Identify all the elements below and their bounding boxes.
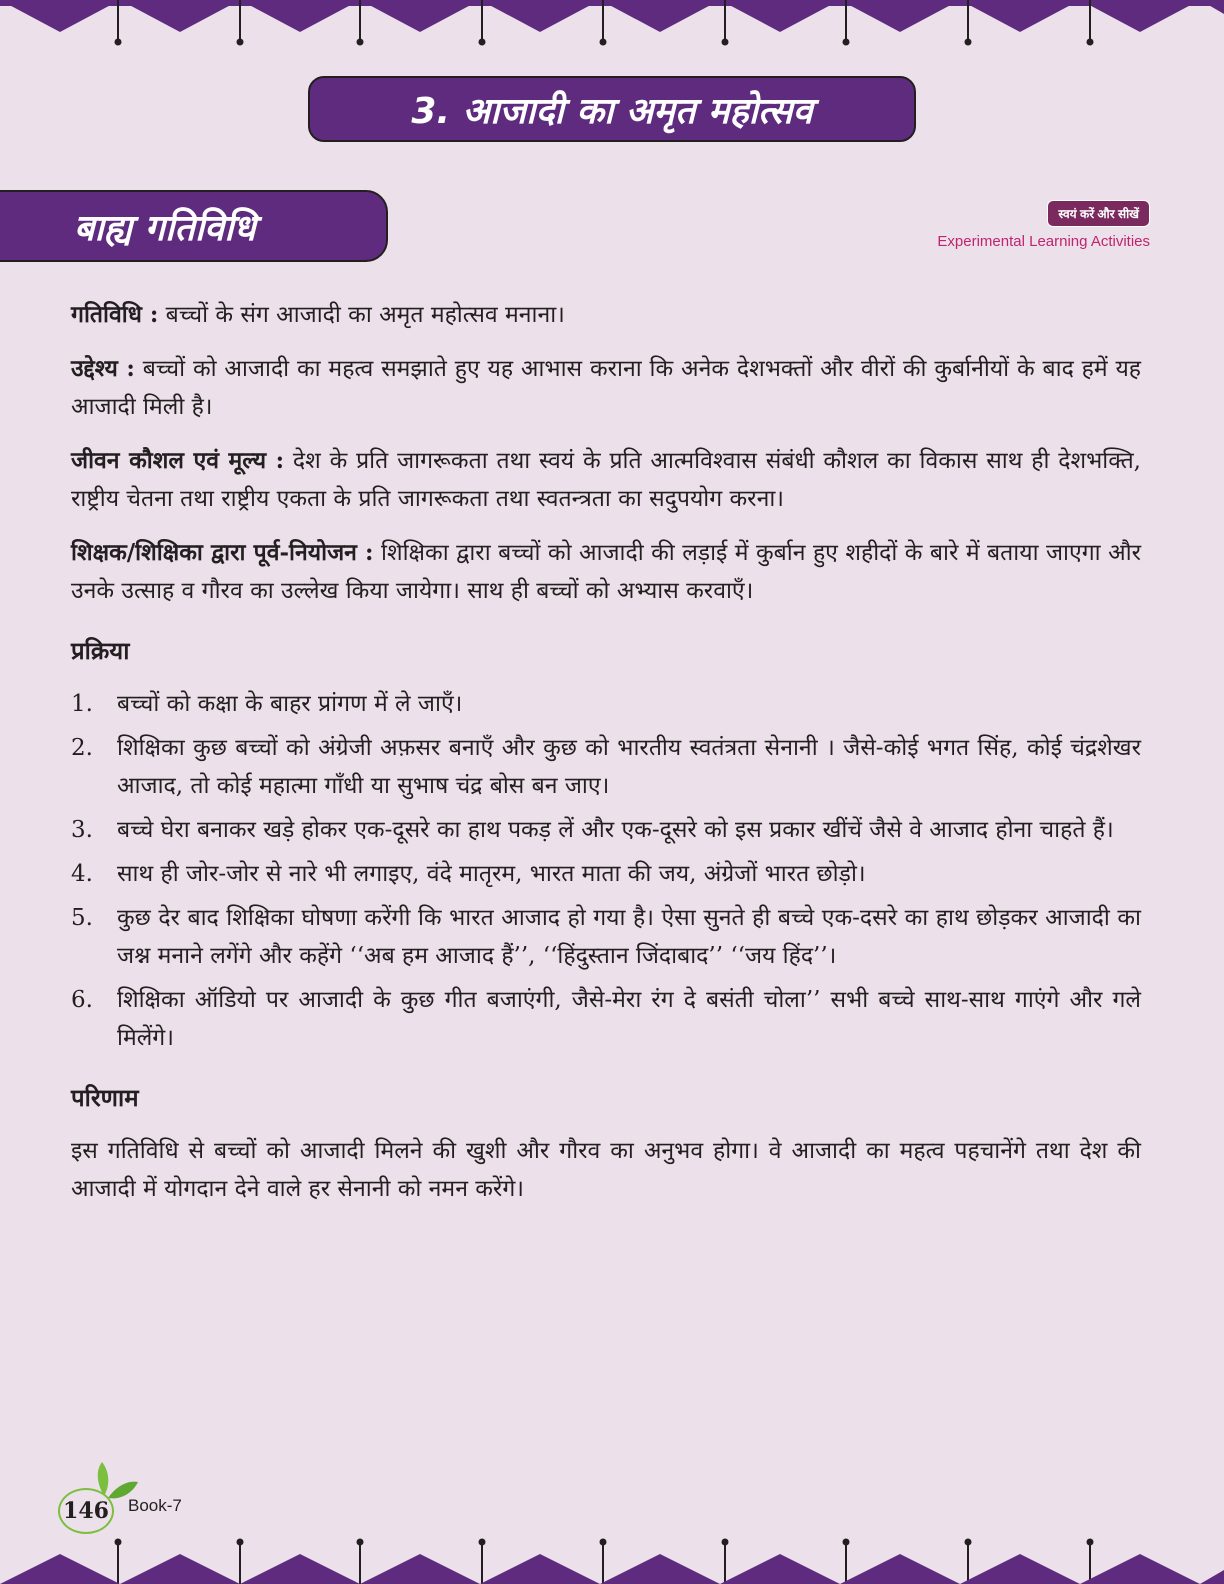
paragraph-label: गतिविधि : xyxy=(71,301,159,328)
step-number: 4. xyxy=(71,861,93,887)
paragraph-label: जीवन कौशल एवं मूल्य : xyxy=(71,447,285,474)
paragraph-preplanning xyxy=(71,534,1141,610)
step-text: बच्चों को कक्षा के बाहर प्रांगण में ले जाएँ। xyxy=(117,691,463,717)
step-text: कुछ देर बाद शिक्षिका घोषणा करेंगी कि भारत आजाद हो गया है। ऐसा सुनते ही बच्चे एक-दसरे का हाथ छोड़कर आजादी का जश्न मनाने लगेंगे और कहेंगे ‘‘अब हम आजाद हैं’’, ‘‘हिंदुस्तान जिंदाबाद’’ ‘‘जय हिंद’’। xyxy=(117,905,1141,969)
list-item xyxy=(71,811,1141,849)
list-item xyxy=(71,855,1141,893)
book-label: Book-7 xyxy=(128,1496,182,1515)
chapter-title: 3. आजादी का अमृत महोत्सव xyxy=(308,76,916,142)
top-border-decoration xyxy=(0,0,1224,50)
list-item xyxy=(71,685,1141,723)
section-title: बाह्य गतिविधि xyxy=(0,190,388,262)
list-item xyxy=(71,899,1141,975)
list-item xyxy=(71,981,1141,1057)
step-number: 1. xyxy=(71,691,93,717)
process-steps xyxy=(71,685,1141,1057)
badge-label: स्वयं करें और सीखें xyxy=(1047,200,1150,227)
step-number: 3. xyxy=(71,817,93,843)
step-text: शिक्षिका ऑडियो पर आजादी के कुछ गीत बजाएंगी, जैसे-मेरा रंग दे बसंती चोला’’ सभी बच्चे साथ-साथ गाएंगे और गले मिलेंगे। xyxy=(117,987,1141,1051)
step-number: 6. xyxy=(71,987,93,1013)
process-heading: प्रक्रिया xyxy=(71,637,130,665)
badge-subtitle: Experimental Learning Activities xyxy=(937,233,1150,250)
step-number: 5. xyxy=(71,905,93,931)
result-heading: परिणाम xyxy=(71,1084,139,1112)
list-item xyxy=(71,729,1141,805)
paragraph-objective xyxy=(71,350,1141,426)
step-number: 2. xyxy=(71,735,93,761)
activity-badge xyxy=(937,200,1150,250)
page-number: 146 xyxy=(58,1488,114,1534)
step-text: बच्चे घेरा बनाकर खड़े होकर एक-दूसरे का हाथ पकड़ लें और एक-दूसरे को इस प्रकार खींचें जैसे वे आजाद होना चाहते हैं। xyxy=(117,817,1114,843)
paragraph-text: बच्चों के संग आजादी का अमृत महोत्सव मनाना। xyxy=(158,302,565,328)
paragraph-text: देश के प्रति जागरूकता तथा स्वयं के प्रति आत्मविश्वास संबंधी कौशल का विकास साथ ही देशभक्ति, राष्ट्रीय चेतना तथा राष्ट्रीय एकता के प्रति जागरूकता तथा स्वतन्त्रता का सदुपयोग करना। xyxy=(71,448,1141,512)
step-text: शिक्षिका कुछ बच्चों को अंग्रेजी अफ़सर बनाएँ और कुछ को भारतीय स्वतंत्रता सेनानी । जैसे-कोई भगत सिंह, कोई चंद्रशेखर आजाद, तो कोई महात्मा गाँधी या सुभाष चंद्र बोस बन जाए। xyxy=(117,735,1141,799)
paragraph-label: शिक्षक/शिक्षिका द्वारा पूर्व-नियोजन : xyxy=(71,539,374,566)
paragraph-text: बच्चों को आजादी का महत्व समझाते हुए यह आभास कराना कि अनेक देशभक्तों और वीरों की कुर्बानीयों के बाद हमें यह आजादी मिली है। xyxy=(71,356,1141,420)
paragraph-text: शिक्षिका द्वारा बच्चों को आजादी की लड़ाई में कुर्बान हुए शहीदों के बारे में बताया जाएगा और उनके उत्साह व गौरव का उल्लेख किया जायेगा। साथ ही बच्चों को अभ्यास करवाएँ। xyxy=(71,540,1142,604)
bottom-border-decoration xyxy=(0,1532,1224,1584)
paragraph-label: उद्देश्य : xyxy=(71,355,135,382)
result-text: इस गतिविधि से बच्चों को आजादी मिलने की खुशी और गौरव का अनुभव होगा। वे आजादी का महत्व पहचानेंगे तथा देश की आजादी में योगदान देने वाले हर सेनानी को नमन करेंगे। xyxy=(71,1138,1141,1202)
paragraph-activity xyxy=(71,296,1141,334)
paragraph-life-skills xyxy=(71,442,1141,518)
step-text: साथ ही जोर-जोर से नारे भी लगाइए, वंदे मातृरम, भारत माता की जय, अंग्रेजों भारत छोड़ो। xyxy=(117,861,866,887)
page-content xyxy=(71,296,1141,1224)
